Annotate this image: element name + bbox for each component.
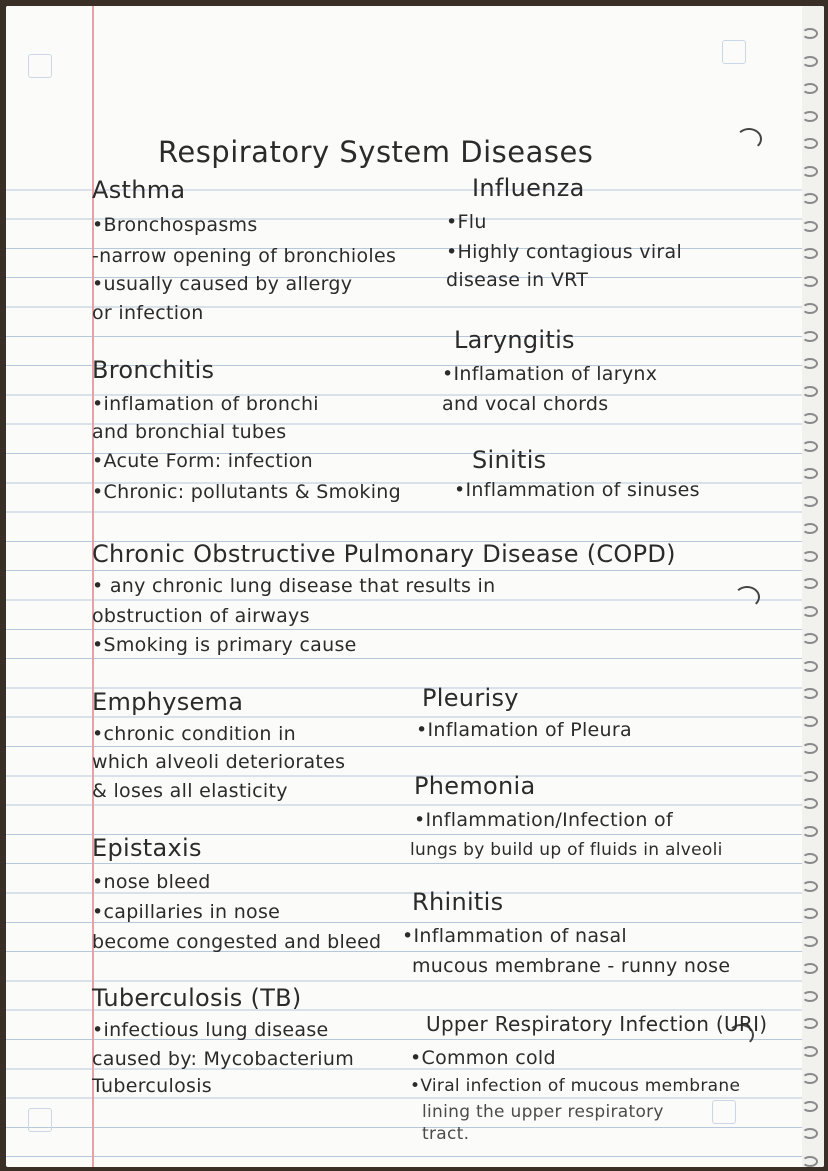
spiral-ring-icon (802, 1128, 818, 1139)
spiral-ring-icon (802, 56, 818, 67)
influenza-line: •Highly contagious viral (446, 241, 683, 263)
spiral-ring-icon (802, 1073, 818, 1084)
tuberculosis-line: •infectious lung disease (92, 1019, 329, 1041)
page-corner-mark-icon (722, 40, 746, 64)
spiral-ring-icon (802, 193, 818, 204)
scribble-mark (736, 128, 762, 150)
emphysema-heading: Emphysema (92, 688, 244, 716)
spiral-ring-icon (802, 963, 818, 974)
scribble-mark (734, 586, 760, 608)
page-corner-mark-icon (28, 1108, 52, 1132)
spiral-ring-icon (802, 771, 818, 782)
bronchitis-heading: Bronchitis (92, 356, 215, 384)
spiral-ring-icon (802, 688, 818, 699)
phemonia-heading: Phemonia (414, 772, 536, 800)
spiral-ring-icon (802, 661, 818, 672)
asthma-line: •Bronchospasms (92, 214, 258, 236)
laryngitis-line: •Inflamation of larynx (442, 363, 658, 385)
rhinitis-line: •Inflammation of nasal (402, 925, 628, 947)
sinitis-heading: Sinitis (472, 446, 547, 474)
copd-line: •Smoking is primary cause (92, 634, 357, 656)
sinitis-line: •Inflammation of sinuses (454, 479, 700, 501)
spiral-ring-icon (802, 138, 818, 149)
epistaxis-line: become congested and bleed (92, 931, 382, 953)
spiral-ring-icon (802, 1046, 818, 1057)
spiral-ring-icon (802, 83, 818, 94)
spiral-ring-icon (802, 1156, 818, 1167)
spiral-ring-icon (802, 413, 818, 424)
tuberculosis-line: caused by: Mycobacterium (92, 1048, 355, 1070)
influenza-line: disease in VRT (446, 269, 589, 291)
laryngitis-line: and vocal chords (442, 393, 609, 415)
spiral-ring-icon (802, 991, 818, 1002)
uri-line: tract. (422, 1124, 470, 1144)
spiral-ring-icon (802, 28, 818, 39)
bronchitis-line: and bronchial tubes (92, 421, 287, 443)
spiral-ring-icon (802, 1018, 818, 1029)
spiral-ring-icon (802, 386, 818, 397)
page-corner-mark-icon (28, 54, 52, 78)
spiral-ring-icon (802, 468, 818, 479)
bronchitis-line: •Chronic: pollutants & Smoking (92, 481, 401, 503)
spiral-ring-icon (802, 633, 818, 644)
spiral-ring-icon (802, 936, 818, 947)
tuberculosis-line: Tuberculosis (92, 1075, 212, 1097)
phemonia-line: •Inflammation/Infection of (414, 809, 673, 831)
influenza-line: •Flu (446, 211, 487, 233)
epistaxis-heading: Epistaxis (92, 834, 202, 862)
bronchitis-line: •Acute Form: infection (92, 450, 313, 472)
pleurisy-line: •Inflamation of Pleura (416, 719, 632, 741)
spiral-ring-icon (802, 276, 818, 287)
spiral-ring-icon (802, 358, 818, 369)
copd-heading: Chronic Obstructive Pulmonary Disease (COPD) (92, 540, 676, 568)
rhinitis-line: mucous membrane - runny nose (412, 955, 731, 977)
spiral-ring-icon (802, 853, 818, 864)
uri-line: •Common cold (410, 1047, 556, 1069)
uri-heading: Upper Respiratory Infection (URI) (426, 1012, 768, 1036)
spiral-ring-icon (802, 1101, 818, 1112)
spiral-ring-icon (802, 908, 818, 919)
spiral-ring-icon (802, 743, 818, 754)
spiral-ring-icon (802, 303, 818, 314)
spiral-ring-icon (802, 826, 818, 837)
spiral-ring-icon (802, 221, 818, 232)
spiral-ring-icon (802, 248, 818, 259)
spiral-ring-icon (802, 798, 818, 809)
spiral-ring-icon (802, 523, 818, 534)
uri-line: lining the upper respiratory (422, 1102, 664, 1122)
spiral-ring-icon (802, 716, 818, 727)
spiral-ring-icon (802, 578, 818, 589)
asthma-heading: Asthma (92, 176, 186, 204)
spiral-ring-icon (802, 166, 818, 177)
bronchitis-line: •inflamation of bronchi (92, 393, 319, 415)
emphysema-line: which alveoli deteriorates (92, 751, 346, 773)
uri-line: •Viral infection of mucous membrane (410, 1076, 741, 1096)
epistaxis-line: •capillaries in nose (92, 901, 281, 923)
asthma-line: •usually caused by allergy (92, 273, 353, 295)
asthma-line: -narrow opening of bronchioles (92, 245, 397, 267)
pleurisy-heading: Pleurisy (422, 684, 519, 712)
laryngitis-heading: Laryngitis (454, 326, 575, 354)
emphysema-line: •chronic condition in (92, 723, 297, 745)
page-corner-mark-icon (712, 1100, 736, 1124)
top-margin (6, 6, 824, 156)
copd-line: obstruction of airways (92, 605, 310, 627)
asthma-line: or infection (92, 302, 204, 324)
influenza-heading: Influenza (472, 174, 585, 202)
spiral-ring-icon (802, 496, 818, 507)
spiral-ring-icon (802, 441, 818, 452)
copd-line: • any chronic lung disease that results in (92, 575, 496, 597)
spiral-ring-icon (802, 551, 818, 562)
spiral-ring-icon (802, 606, 818, 617)
emphysema-line: & loses all elasticity (92, 780, 288, 802)
epistaxis-line: •nose bleed (92, 871, 211, 893)
rhinitis-heading: Rhinitis (412, 888, 504, 916)
tuberculosis-heading: Tuberculosis (TB) (92, 984, 302, 1012)
spiral-ring-icon (802, 111, 818, 122)
notebook-page (6, 6, 824, 1167)
phemonia-line: lungs by build up of fluids in alveoli (410, 840, 723, 860)
spiral-binding (802, 6, 824, 1167)
spiral-ring-icon (802, 881, 818, 892)
spiral-ring-icon (802, 331, 818, 342)
page-title: Respiratory System Diseases (158, 135, 594, 169)
